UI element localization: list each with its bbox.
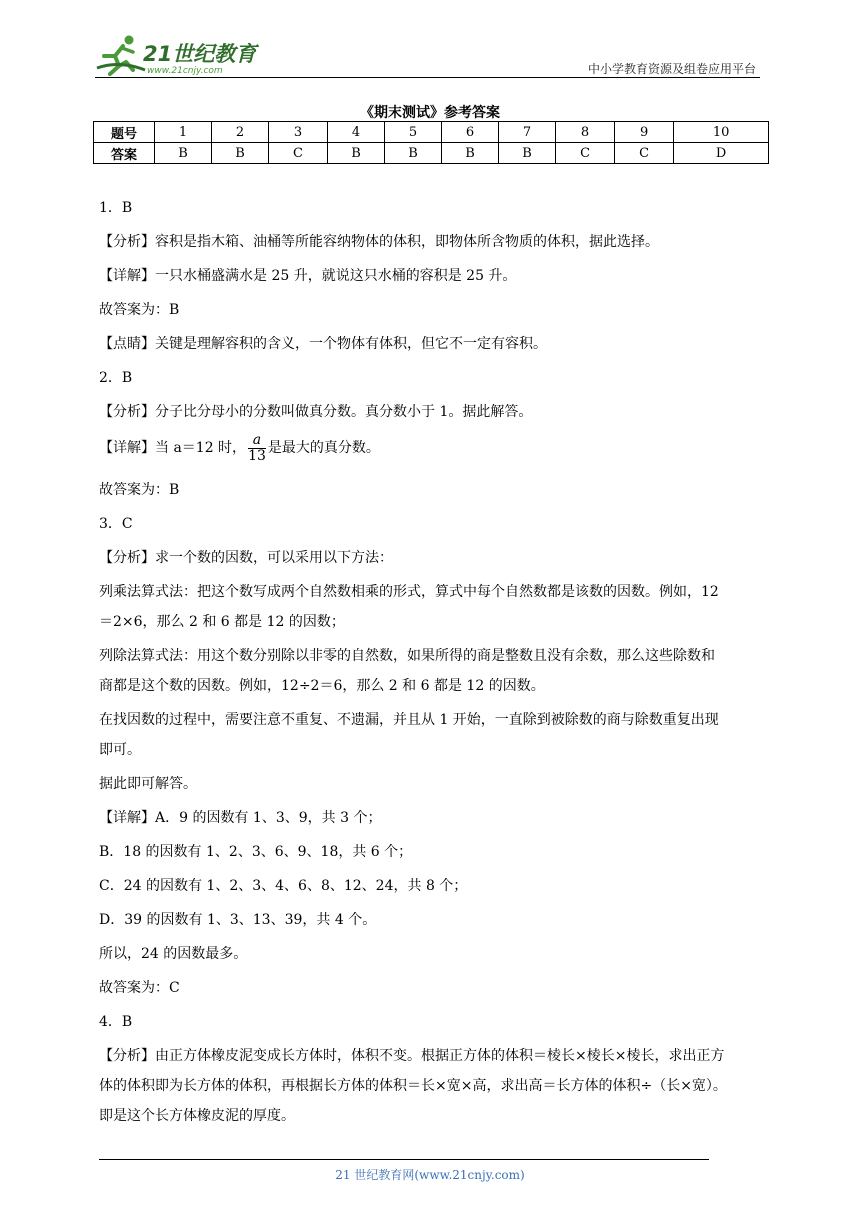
number-cell: 9	[615, 122, 674, 143]
number-cell: 4	[328, 122, 385, 143]
fraction-numerator: a	[248, 433, 266, 449]
answer-table	[93, 121, 769, 164]
q1-answer: 故答案为：B	[99, 302, 180, 318]
q3-head: 3．C	[99, 516, 133, 532]
answer-cell: B	[442, 143, 499, 164]
q2-answer: 故答案为：B	[99, 482, 180, 498]
q3-method1-line2: ＝2×6，那么 2 和 6 都是 12 的因数；	[99, 614, 345, 630]
site-logo	[95, 34, 265, 76]
q1-detail: 【详解】一只水桶盛满水是 25 升，就说这只水桶的容积是 25 升。	[99, 268, 517, 284]
q3-answer: 故答案为：C	[99, 980, 180, 996]
header-divider	[95, 77, 760, 78]
answer-cell: C	[615, 143, 674, 164]
number-cell: 5	[385, 122, 442, 143]
answer-cell: C	[556, 143, 615, 164]
number-cell: 10	[674, 122, 769, 143]
q4-analysis-line3: 即是这个长方体橡皮泥的厚度。	[99, 1108, 295, 1124]
q3-note-line1: 在找因数的过程中，需要注意不重复、不遗漏，并且从 1 开始，一直除到被除数的商与除数重复出现	[99, 712, 719, 728]
q3-detail-b: B．18 的因数有 1、2、3、6、9、18，共 6 个；	[99, 844, 413, 860]
q2-detail-pre: 【详解】当 a＝12 时，	[99, 440, 247, 456]
answer-cell: B	[499, 143, 556, 164]
answer-cell: B	[385, 143, 442, 164]
page-footer: 21 世纪教育网(www.21cnjy.com)	[335, 1168, 525, 1182]
q2-head: 2．B	[99, 370, 133, 386]
page-header	[95, 32, 760, 78]
q2-analysis: 【分析】分子比分母小的分数叫做真分数。真分数小于 1。据此解答。	[99, 404, 533, 420]
q4-analysis-line1: 【分析】由正方体橡皮泥变成长方体时，体积不变。根据正方体的体积＝棱长×棱长×棱长，求出正方	[99, 1048, 725, 1064]
answer-cell: B	[155, 143, 212, 164]
footer-divider	[99, 1159, 709, 1160]
q3-detail-d: D．39 的因数有 1、3、13、39，共 4 个。	[99, 912, 377, 928]
number-cell: 1	[155, 122, 212, 143]
number-row	[94, 122, 769, 143]
q1-head: 1．B	[99, 200, 133, 216]
row-label-number: 题号	[94, 122, 155, 143]
answer-cell: C	[268, 143, 327, 164]
q3-method1-line1: 列乘法算式法：把这个数写成两个自然数相乘的形式，算式中每个自然数都是该数的因数。例如，12	[99, 584, 719, 600]
q3-method2-line2: 商都是这个数的因数。例如，12÷2＝6，那么 2 和 6 都是 12 的因数。	[99, 678, 545, 694]
logo-text: 21世纪教育	[143, 42, 257, 66]
number-cell: 3	[268, 122, 327, 143]
number-cell: 2	[211, 122, 268, 143]
site-name: 中小学教育资源及组卷应用平台	[587, 62, 756, 76]
logo-url: www.21cnjy.com	[147, 66, 223, 76]
fraction-denominator: 13	[248, 447, 266, 464]
number-cell: 8	[556, 122, 615, 143]
q3-detail-c: C．24 的因数有 1、2、3、4、6、8、12、24，共 8 个；	[99, 878, 468, 894]
answer-cell: D	[674, 143, 769, 164]
q3-conclude: 据此即可解答。	[99, 776, 197, 792]
q3-summary: 所以，24 的因数最多。	[99, 946, 248, 962]
q3-detail-a: 【详解】A．9 的因数有 1、3、9，共 3 个；	[99, 810, 382, 826]
row-label-answer: 答案	[94, 143, 155, 164]
answer-row	[94, 143, 769, 164]
q3-note-line2: 即可。	[99, 742, 141, 758]
q2-detail	[99, 432, 771, 464]
answer-cell: B	[328, 143, 385, 164]
q1-analysis: 【分析】容积是指木箱、油桶等所能容纳物体的体积，即物体所含物质的体积，据此选择。	[99, 234, 659, 250]
page-title: 《期末测试》参考答案	[360, 105, 500, 121]
number-cell: 6	[442, 122, 499, 143]
q1-comment: 【点睛】关键是理解容积的含义，一个物体有体积，但它不一定有容积。	[99, 336, 547, 352]
q2-detail-post: 是最大的真分数。	[267, 440, 380, 456]
q4-head: 4．B	[99, 1014, 133, 1030]
q3-method2-line1: 列除法算式法：用这个数分别除以非零的自然数，如果所得的商是整数且没有余数，那么这些除数和	[99, 648, 715, 664]
fraction	[248, 433, 266, 464]
q3-analysis: 【分析】求一个数的因数，可以采用以下方法：	[99, 550, 393, 566]
q4-analysis-line2: 体的体积即为长方体的体积，再根据长方体的体积＝长×宽×高，求出高＝长方体的体积÷（长×宽）。	[99, 1078, 727, 1094]
answer-cell: B	[211, 143, 268, 164]
number-cell: 7	[499, 122, 556, 143]
